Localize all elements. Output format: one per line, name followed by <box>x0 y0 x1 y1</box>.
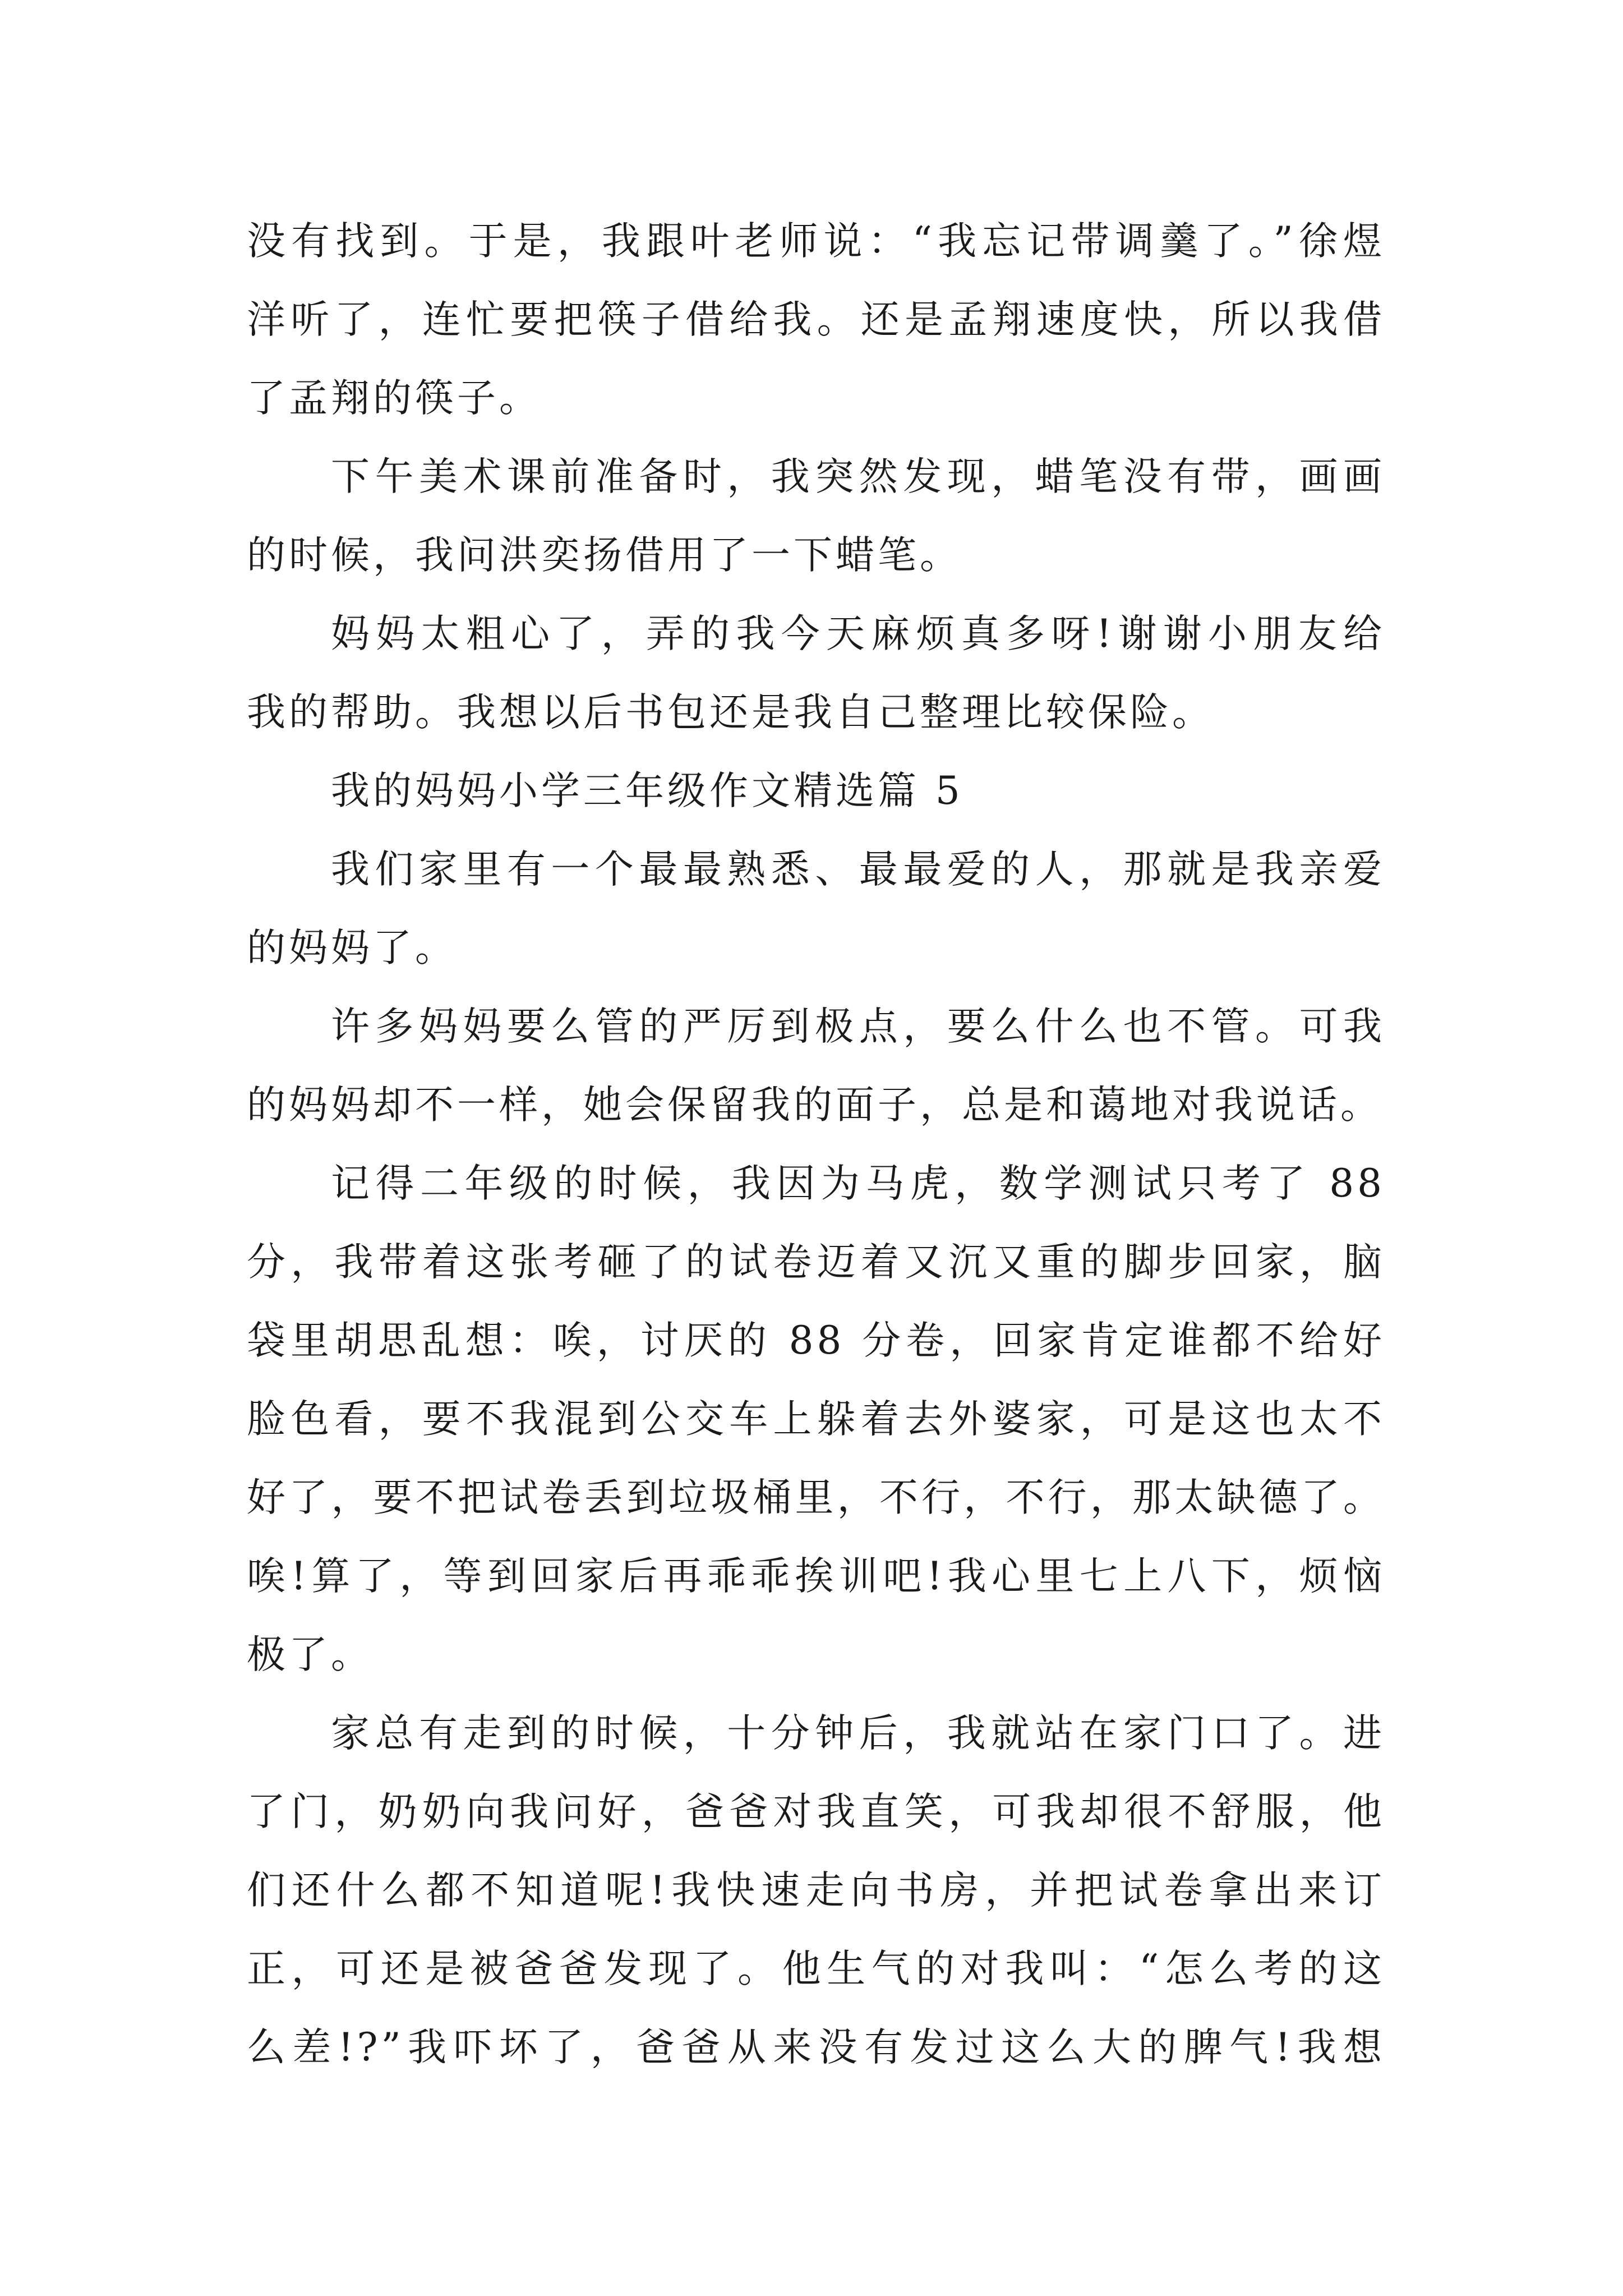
text-line: 们还什么都不知道呢!我快速走向书房，并把试卷拿出来订 <box>247 1868 1385 1913</box>
text-line: 的时候，我问洪奕扬借用了一下蜡笔。 <box>247 533 962 578</box>
text-line: 脸色看，要不我混到公交车上躲着去外婆家，可是这也太不 <box>247 1397 1385 1442</box>
heading-line: 我的妈妈小学三年级作文精选篇 5 <box>331 769 963 813</box>
text-line: 没有找到。于是，我跟叶老师说：“我忘记带调羹了。”徐煜 <box>247 219 1385 264</box>
text-line: 家总有走到的时候，十分钟后，我就站在家门口了。进 <box>331 1711 1385 1756</box>
text-line: 唉!算了，等到回家后再乖乖挨训吧!我心里七上八下，烦恼 <box>247 1554 1385 1599</box>
text-line: 的妈妈却不一样，她会保留我的面子，总是和蔼地对我说话。 <box>247 1083 1382 1128</box>
text-line: 我的帮助。我想以后书包还是我自己整理比较保险。 <box>247 690 1214 735</box>
text-line: 了孟翔的筷子。 <box>247 376 541 421</box>
text-line: 妈妈太粗心了，弄的我今天麻烦真多呀!谢谢小朋友给 <box>331 611 1385 656</box>
text-line: 极了。 <box>247 1632 373 1677</box>
text-line: 正，可还是被爸爸发现了。他生气的对我叫：“怎么考的这 <box>247 1947 1385 1991</box>
paragraph <box>247 1144 1385 1694</box>
text-line: 洋听了，连忙要把筷子借给我。还是孟翔速度快，所以我借 <box>247 297 1385 342</box>
text-line: 了门，奶奶向我问好，爸爸对我直笑，可我却很不舒服，他 <box>247 1789 1385 1834</box>
text-line: 袋里胡思乱想：唉，讨厌的 88 分卷，回家肯定谁都不给好 <box>247 1318 1385 1363</box>
paragraph <box>247 202 1385 438</box>
body-text <box>247 202 1385 2087</box>
text-line: 么差!?”我吓坏了，爸爸从来没有发过这么大的脾气!我想 <box>247 2025 1385 2070</box>
text-line: 我们家里有一个最最熟悉、最最爱的人，那就是我亲爱 <box>331 847 1385 892</box>
text-line: 下午美术课前准备时，我突然发现，蜡笔没有带，画画 <box>331 454 1385 499</box>
paragraph <box>247 987 1385 1144</box>
text-line: 好了，要不把试卷丢到垃圾桶里，不行，不行，那太缺德了。 <box>247 1475 1385 1520</box>
paragraph <box>247 595 1385 752</box>
text-line: 许多妈妈要么管的严厉到极点，要么什么也不管。可我 <box>331 1004 1385 1049</box>
text-line: 的妈妈了。 <box>247 926 457 970</box>
text-line: 记得二年级的时候，我因为马虎，数学测试只考了 88 <box>331 1161 1385 1206</box>
paragraph <box>247 1694 1385 2087</box>
section-heading <box>247 752 1385 830</box>
paragraph <box>247 830 1385 987</box>
paragraph <box>247 438 1385 595</box>
text-line: 分，我带着这张考砸了的试卷迈着又沉又重的脚步回家，脑 <box>247 1240 1385 1285</box>
